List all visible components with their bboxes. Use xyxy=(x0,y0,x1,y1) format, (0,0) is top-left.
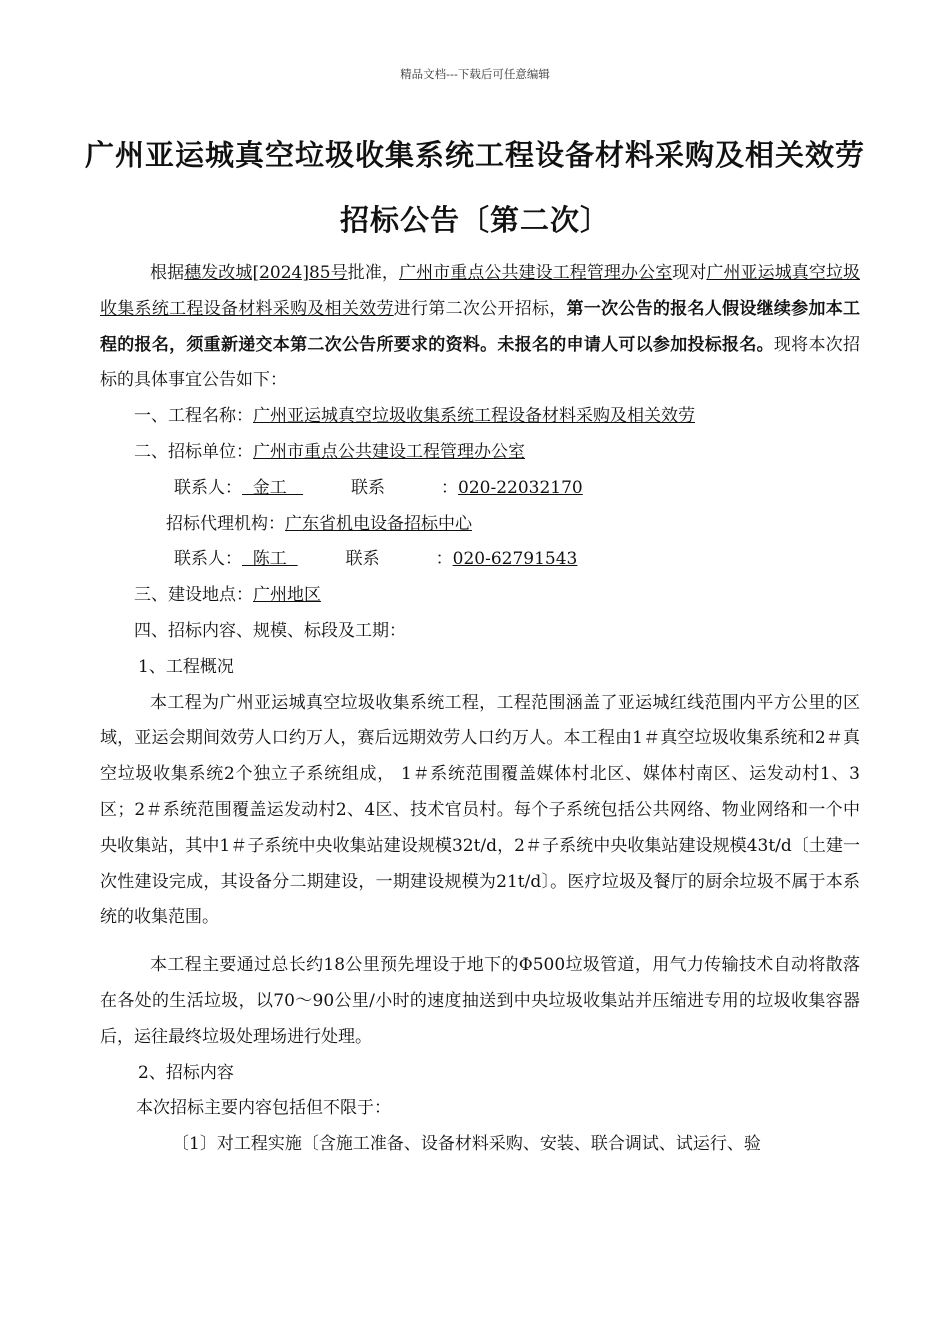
office-name: 广州市重点公共建设工程管理办公室 xyxy=(399,263,673,283)
contact-2: 联系人： 陈工 联系 ：020-62791543 xyxy=(174,549,578,570)
title-line-1: 广州亚运城真空垃圾收集系统工程设备材料采购及相关效劳 xyxy=(84,138,865,172)
overview-paragraph-2: 本工程主要通过总长约18公里预先埋设于地下的Φ500垃圾管道，用气力传输技术自动将散落在各处的生活垃圾，以70～90公里/小时的速度抽送到中央垃圾收集站并压缩进专用的垃圾收集容器后，运往最终垃圾处理场进行处理。 xyxy=(100,955,860,1047)
approval-ref: 穗发改城[2024]85号 xyxy=(184,263,348,283)
section-3: 三、建设地点：广州地区 xyxy=(134,585,321,606)
title-line-2: 招标公告〔第二次〕 xyxy=(339,203,610,237)
overview-paragraph-1: 本工程为广州亚运城真空垃圾收集系统工程，工程范围涵盖了亚运城红线范围内平方公里的区域，亚运会期间效劳人口约万人，赛后远期效劳人口约万人。本工程由1＃真空垃圾收集系统和2＃真空垃圾收集系统2个独立子系统组成， 1＃系统范围覆盖媒体村北区、媒体村南区、运发动村1、3区；2＃系统范围覆盖运发动村2、4区、技术官员村。每个子系统包括公共网络、物业网络和一个中央收集站，其中1＃子系统中央收集站建设规模32t/d，2＃子系统中央收集站建设规模43t/d〔土建一次性建设完成，其设备分二期建设，一期建设规模为21t/d〕。医疗垃圾及餐厅的厨余垃圾不属于本系统的收集范围。 xyxy=(100,692,860,928)
page-header: 精品文档---下载后可任意编辑 xyxy=(400,67,550,81)
section-4: 四、招标内容、规模、标段及工期： xyxy=(134,620,406,641)
intro-paragraph: 根据穗发改城[2024]85号批准，广州市重点公共建设工程管理办公室现对广州亚运城真空垃圾收集系统工程设备材料采购及相关效劳进行第二次公开招标，第一次公告的报名人假设继续参加本工程的报名，须重新递交本第二次公告所要求的资料。未报名的申请人可以参加投标报名。现将本次招标的具体事宜公告如下： xyxy=(100,263,861,391)
notice-bold: 第一次公告的报名人假设继续参加本工程的报名，须重新递交本第二次公告所要求的资料。未报名的申请人可以参加投标报名。 xyxy=(100,298,861,355)
content-intro: 本次招标主要内容包括但不限于： xyxy=(136,1098,391,1119)
content-item-1: 〔1〕对工程实施〔含施工准备、设备材料采购、安装、联合调试、试运行、验 xyxy=(172,1134,761,1155)
agency: 招标代理机构：广东省机电设备招标中心 xyxy=(166,513,472,534)
section-1: 一、工程名称：广州亚运城真空垃圾收集系统工程设备材料采购及相关效劳 xyxy=(134,406,695,427)
subsection-2: 2、招标内容 xyxy=(138,1062,234,1083)
project-name: 广州亚运城真空垃圾收集系统工程设备材料采购及相关效劳 xyxy=(100,263,861,319)
document-body xyxy=(100,256,860,1163)
section-2: 二、招标单位：广州市重点公共建设工程管理办公室 xyxy=(134,441,525,462)
contact-1: 联系人： 金工 联系 ：020-22032170 xyxy=(174,477,583,498)
subsection-1: 1、工程概况 xyxy=(138,656,234,677)
